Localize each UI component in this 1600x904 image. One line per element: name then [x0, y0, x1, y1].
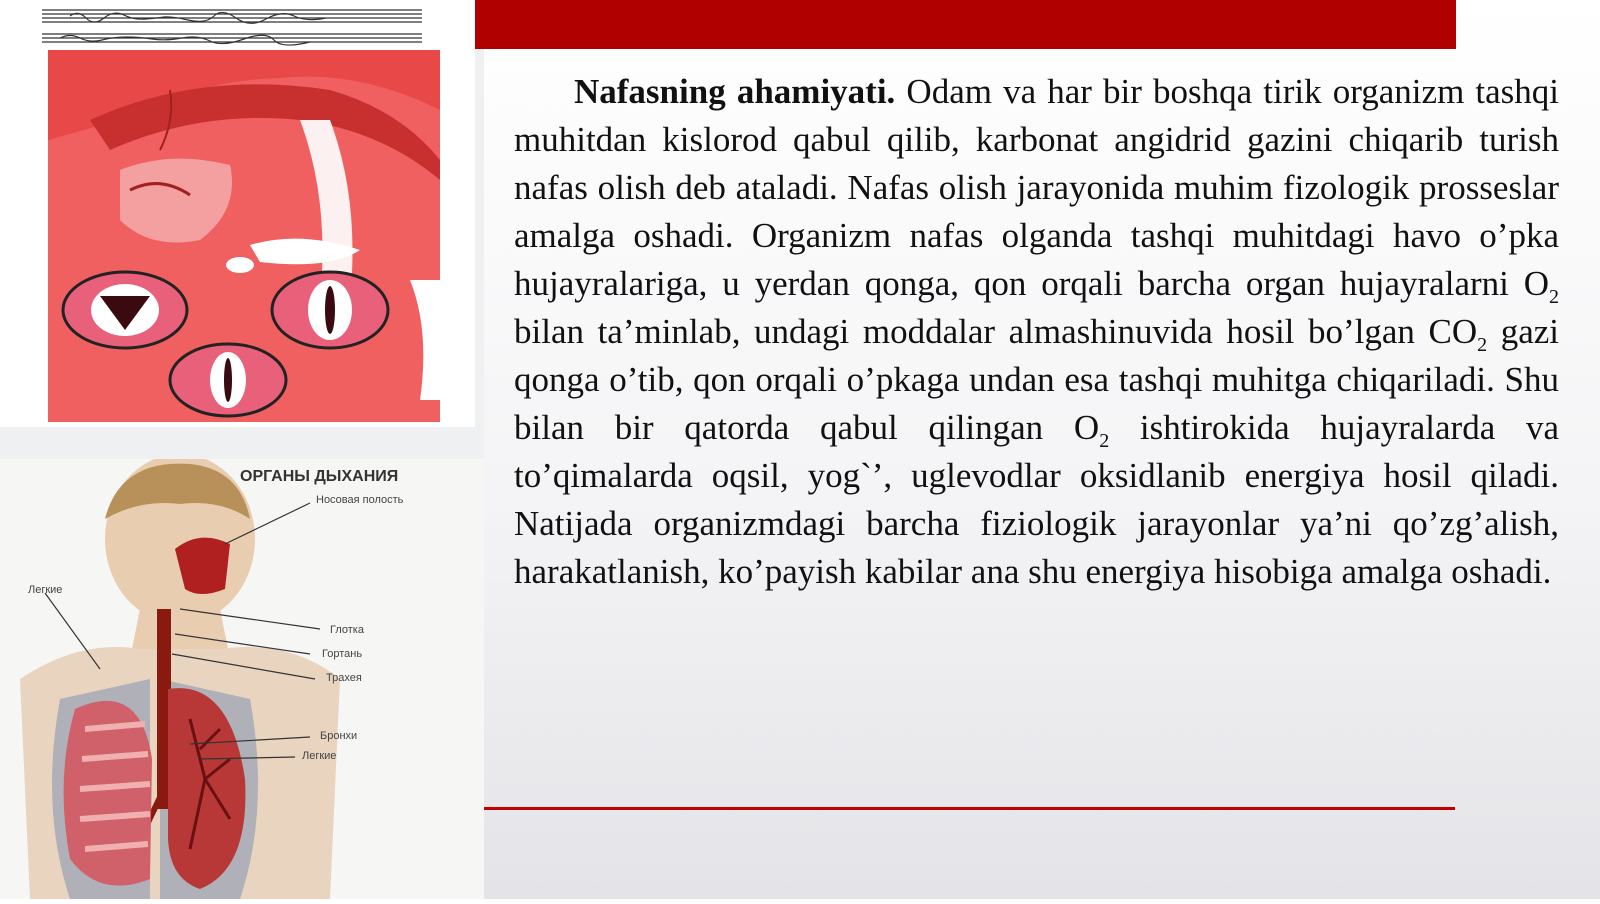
label-bronchi: Бронхи [320, 730, 358, 742]
label-pharynx: Глотка [330, 624, 364, 636]
subscript-o2-1: 2 [1549, 286, 1559, 308]
label-nasal-cavity: Носовая полость [316, 494, 404, 506]
paragraph-text-4: ishtirokida hujayralarda va to’qimalarda oqsil, yog`’, uglevodlar oksidlanib energiya hosil qiladi. Natijada organizmdagi barcha fiziologik jarayonlar ya’ni qo’zg’alish, harakatlanish, ko’payish kabilar ana shu energiya hisobiga amalga oshadi. [514, 408, 1560, 591]
glottis-inset-2 [272, 272, 388, 348]
paragraph-text-3: gazi qonga o’tib, qon orqali o’pkaga undan esa tashqi muhitga chiqariladi. Shu bilan bir qatorda qabul qilingan O [514, 312, 1560, 447]
respiratory-organs-illustration [0, 459, 484, 899]
subscript-o2-2: 2 [1099, 430, 1110, 452]
footer-divider-line [484, 807, 1455, 810]
label-trachea: Трахея [326, 672, 362, 684]
section-heading: Nafasning ahamiyati. [574, 72, 896, 111]
glottis-inset-3 [170, 344, 286, 416]
body-paragraph [514, 68, 1559, 596]
music-notation-strip [42, 10, 422, 45]
label-lungs-left: Легкие [28, 584, 63, 596]
glottis-inset-1 [63, 272, 187, 348]
diagram-title: ОРГАНЫ ДЫХАНИЯ [240, 468, 399, 485]
larynx-illustration [0, 0, 475, 427]
subscript-co2: 2 [1477, 334, 1488, 356]
label-larynx: Гортань [322, 648, 363, 660]
paragraph-text-2: bilan ta’minlab, undagi moddalar almashinuvida hosil bo’lgan CO [514, 312, 1478, 351]
label-lungs: Легкие [302, 750, 337, 762]
title-accent-bar [475, 0, 1456, 49]
paragraph-text-1: Odam va har bir boshqa tirik organizm tashqi muhitdan kislorod qabul qilib, karbonat angidrid gazini chiqarib turish nafas olish deb ataladi. Nafas olish jarayonida muhim fizologik prosseslar amalga oshadi. Organizm nafas olganda tashqi muhitdagi havo o’pka hujayralariga, u yerdan qonga, qon orqali barcha organ hujayralarni O [514, 72, 1560, 303]
